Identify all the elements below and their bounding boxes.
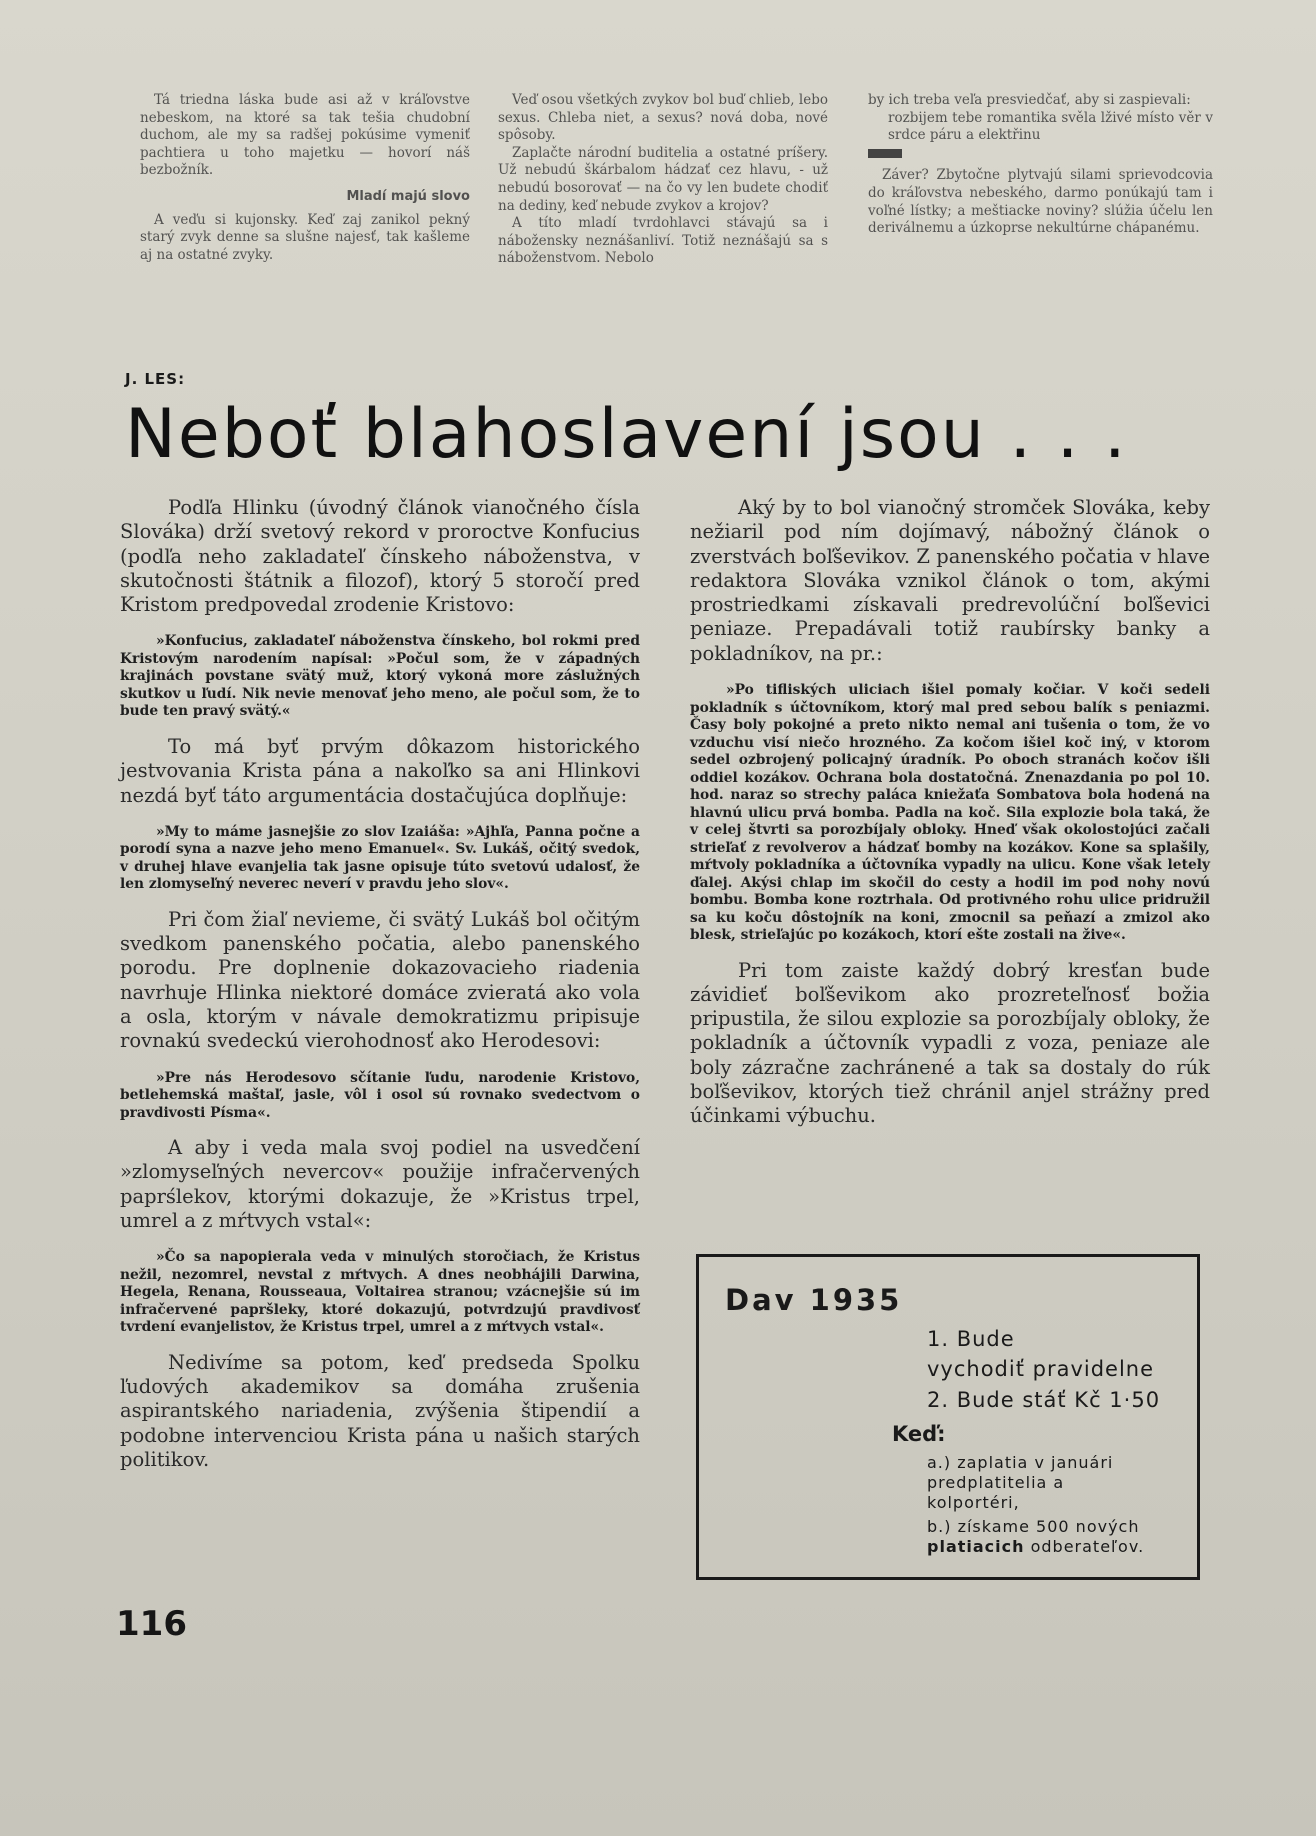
ad-item: 2. Bude stáť Kč 1·50 xyxy=(927,1388,1161,1412)
quote-block: »My to máme jasnejšie zo slov Izaiáša: »Ajhľa, Panna počne a porodí syna a nazve jeho meno Emanuel«. Sv. Lukáš, očitý svedok, v druhej hlave evanjelia tak jasne opisuje túto svetovú udalosť, že len zlomyseľný neverec neverí v pravdu jeho slov«. xyxy=(120,823,640,893)
top-col3-paragraph: by ich treba veľa presviedčať, aby si zaspievali: xyxy=(868,92,1191,108)
quote-block: »Konfucius, zakladateľ náboženstva čínskeho, bol rokmi pred Kristovým narodením napísal: »Počul som, že v západných krajinách povstane svätý muž, ktorý vykoná more záslužných skutkov u ľudí. Nik nevie menovať jeho meno, ale počul som, že to bude ten pravý svätý.« xyxy=(120,633,640,720)
top-col1-paragraph: A veďu si kujonsky. Keď zaj zanikol pekný starý zvyk denne sa slušne najesť, tak kašleme aj na ostatné zvyky. xyxy=(140,211,470,263)
top-column-2 xyxy=(498,92,828,268)
top-col2-paragraph: Zaplačte národní buditelia a ostatné príšery. Už nebudú škárbalom hádzať cez hlavu, - už nebudú bosorovať — na čo vy len budete chodiť na dediny, keď nebude zvykov a krojov? xyxy=(498,144,828,214)
article-right-column xyxy=(690,496,1210,1129)
quote-block: »Pre nás Herodesovo sčítanie ľudu, narodenie Kristovo, betlehemská maštaľ, jasle, vôl i osol sú rovnako svedectvom o pravdivosti Písma«. xyxy=(120,1069,640,1121)
ad-condition-label: Keď: xyxy=(892,1422,946,1446)
page-number: 116 xyxy=(116,1604,187,1644)
ad-condition-line xyxy=(927,1537,1144,1557)
section-bar-divider xyxy=(868,149,902,158)
body-paragraph: Podľa Hlinku (úvodný článok vianočného čísla Slováka) drží svetový rekord v proroctve Konfucius (podľa neho zakladateľ čínskeho náboženstva, v skutočnosti štátnik a filozof), ktorý 5 storočí pred Kristom predpovedal zrodenie Kristovo: xyxy=(120,496,640,617)
ad-bold-word: platiacich xyxy=(927,1537,1025,1556)
top-column-1 xyxy=(140,92,470,264)
ad-item: 1. Bude xyxy=(927,1327,1015,1351)
body-paragraph: Pri čom žiaľ nevieme, či svätý Lukáš bol očitým svedkom panenského počatia, alebo panenského porodu. Pre doplnenie dokazovacieho riadenia navrhuje Hlinka niektoré domáce zvieratá ako vola a osla, ktorým v návale demokratizmu pripisuje rovnakú svedeckú vierohodnosť ako Herodesovi: xyxy=(120,907,640,1053)
body-paragraph: Aký by to bol vianočný stromček Slováka, keby nežiaril pod ním dojímavý, nábožný článok o zverstvách boľševikov. Z panenského počatia v hlave redaktora Slováka vznikol článok o tom, akými prostriedkami získavali predrevolúční boľševici peniaze. Prepadávali totiž raubírsky banky a pokladníkov, na pr.: xyxy=(690,496,1210,665)
quote-block: »Po tifliských uliciach išiel pomaly kočiar. V koči sedeli pokladník s účtovníkom, ktorý mal pred sebou balík s peniazmi. Časy boly pokojné a preto nikto nemal ani tušenia o tom, že vo vzduchu visí niečo hrozného. Za kočom išiel koč iný, v ktorom sedel ozbrojený policajný úradník. Po oboch stranách kočov išli oddiel kozákov. Ochrana bola dostatočná. Znenazdania po pol 10. hod. naraz so strechy paláca kniežaťa Sombatova bola hodená na hlavnú ulicu prvá bomba. Padla na koč. Sila explozie bola taká, že v celej štvrti sa porozbíjaly obloky. Hneď však okolostojúci začali strieľať z revolverov a hádzať bomby na kozákov. Kone sa splašily, mŕtvoly pokladníka a účtovníka vypadly na ulicu. Kone však letely ďalej. Akýsi chlap im skočil do cesty a hodil im pod nohy novú bombu. Bomba kone roztrhala. Od protivného rohu ulice pridružil sa ku koču dôstojník na koni, zmocnil sa peňazí a zmizol ako blesk, strieľajúc po kozákoch, ktorí ešte zostali na žive«. xyxy=(690,682,1210,944)
ad-title: Dav 1935 xyxy=(725,1283,903,1317)
body-paragraph: Pri tom zaiste každý dobrý kresťan bude závidieť boľševikom ako prozreteľnosť božia pripustila, že silou explozie sa porozbíjaly obloky, že pokladník a účtovník vypadli z voza, peniaze ale boly zázračne zachránené a tak sa dostaly do rúk boľševikov, ktorých tiež chránil anjel strážny pred účinkami výbuchu. xyxy=(690,958,1210,1128)
body-paragraph: Nedivíme sa potom, keď predseda Spolku ľudových akademikov sa domáha zrušenia aspirantského nariadenia, zvýšenia štipendií a podobne intervenciou Krista pána u našich starých politikov. xyxy=(120,1350,640,1472)
ad-condition: b.) získame 500 nových xyxy=(927,1517,1140,1536)
top-col3-paragraph: Záver? Zbytočne plytvajú silami sprievodcovia do kráľovstva nebeského, darmo ponúkajú tam i voľné lístky; a meštiacke noviny? slúžia účelu len deriválnemu a úzkoprse nekultúrne chápanému. xyxy=(868,167,1213,237)
top-col2-paragraph: Veď osou všetkých zvykov bol buď chlieb, lebo sexus. Chleba niet, a sexus? nová doba, nové spôsoby. xyxy=(498,92,828,144)
article-left-column xyxy=(120,496,640,1472)
top-column-3 xyxy=(868,92,1213,238)
body-paragraph: To má byť prvým dôkazom historického jestvovania Krista pána a nakoľko sa ani Hlinkovi nezdá byť táto argumentácia dostačujúca doplňuje: xyxy=(120,734,640,807)
quote-block: »Čo sa napopierala veda v minulých storočiach, že Kristus nežil, nezomrel, nevstal z mŕtvych. A dnes neobhájili Darwina, Hegela, Renana, Rousseaua, Voltairea stranou; vzácnejšie sú im infračervené papršleky, ktoré dokazujú, potvrdzujú pravdivosť tvrdení evanjelistov, že Kristus trpel, umrel a z mŕtvych vstal«. xyxy=(120,1249,640,1336)
top-col1-paragraph: Tá triedna láska bude asi až v kráľovstve nebeskom, na ktoré sa tak tešia chudobní duchom, ale my sa radšej pokúsime vymeniť pachtiera u toho majetku — hovorí náš bezbožník. xyxy=(140,92,470,179)
ad-condition: kolportéri, xyxy=(927,1493,1020,1512)
subscription-ad-box xyxy=(696,1254,1200,1580)
ad-item: vychodiť pravidelne xyxy=(927,1357,1155,1381)
top-col2-paragraph: A títo mladí tvrdohlavci stávajú sa i nábožensky neznášanliví. Totiž neznášajú sa s náboženstvom. Nebolo xyxy=(498,215,828,267)
ad-condition: predplatitelia a xyxy=(927,1473,1065,1492)
top-col3-verse: rozbijem tebe romantika svěla lživé místo věr v srdce páru a elektřinu xyxy=(888,109,1213,144)
article-author: J. LES: xyxy=(125,370,186,388)
body-paragraph: A aby i veda mala svoj podiel na usvedčení »zlomyseľných nevercov« použije infračervených paprślekov, ktorými dokazuje, že »Kristus trpel, umrel a z mŕtvych vstal«: xyxy=(120,1136,640,1233)
article-title: Neboť blahoslavení jsou . . . xyxy=(125,395,1128,474)
ad-condition-rest: odberateľov. xyxy=(1024,1537,1145,1556)
ad-condition: a.) zaplatia v januári xyxy=(927,1453,1114,1472)
top-col1-subheading: Mladí majú slovo xyxy=(346,188,470,204)
